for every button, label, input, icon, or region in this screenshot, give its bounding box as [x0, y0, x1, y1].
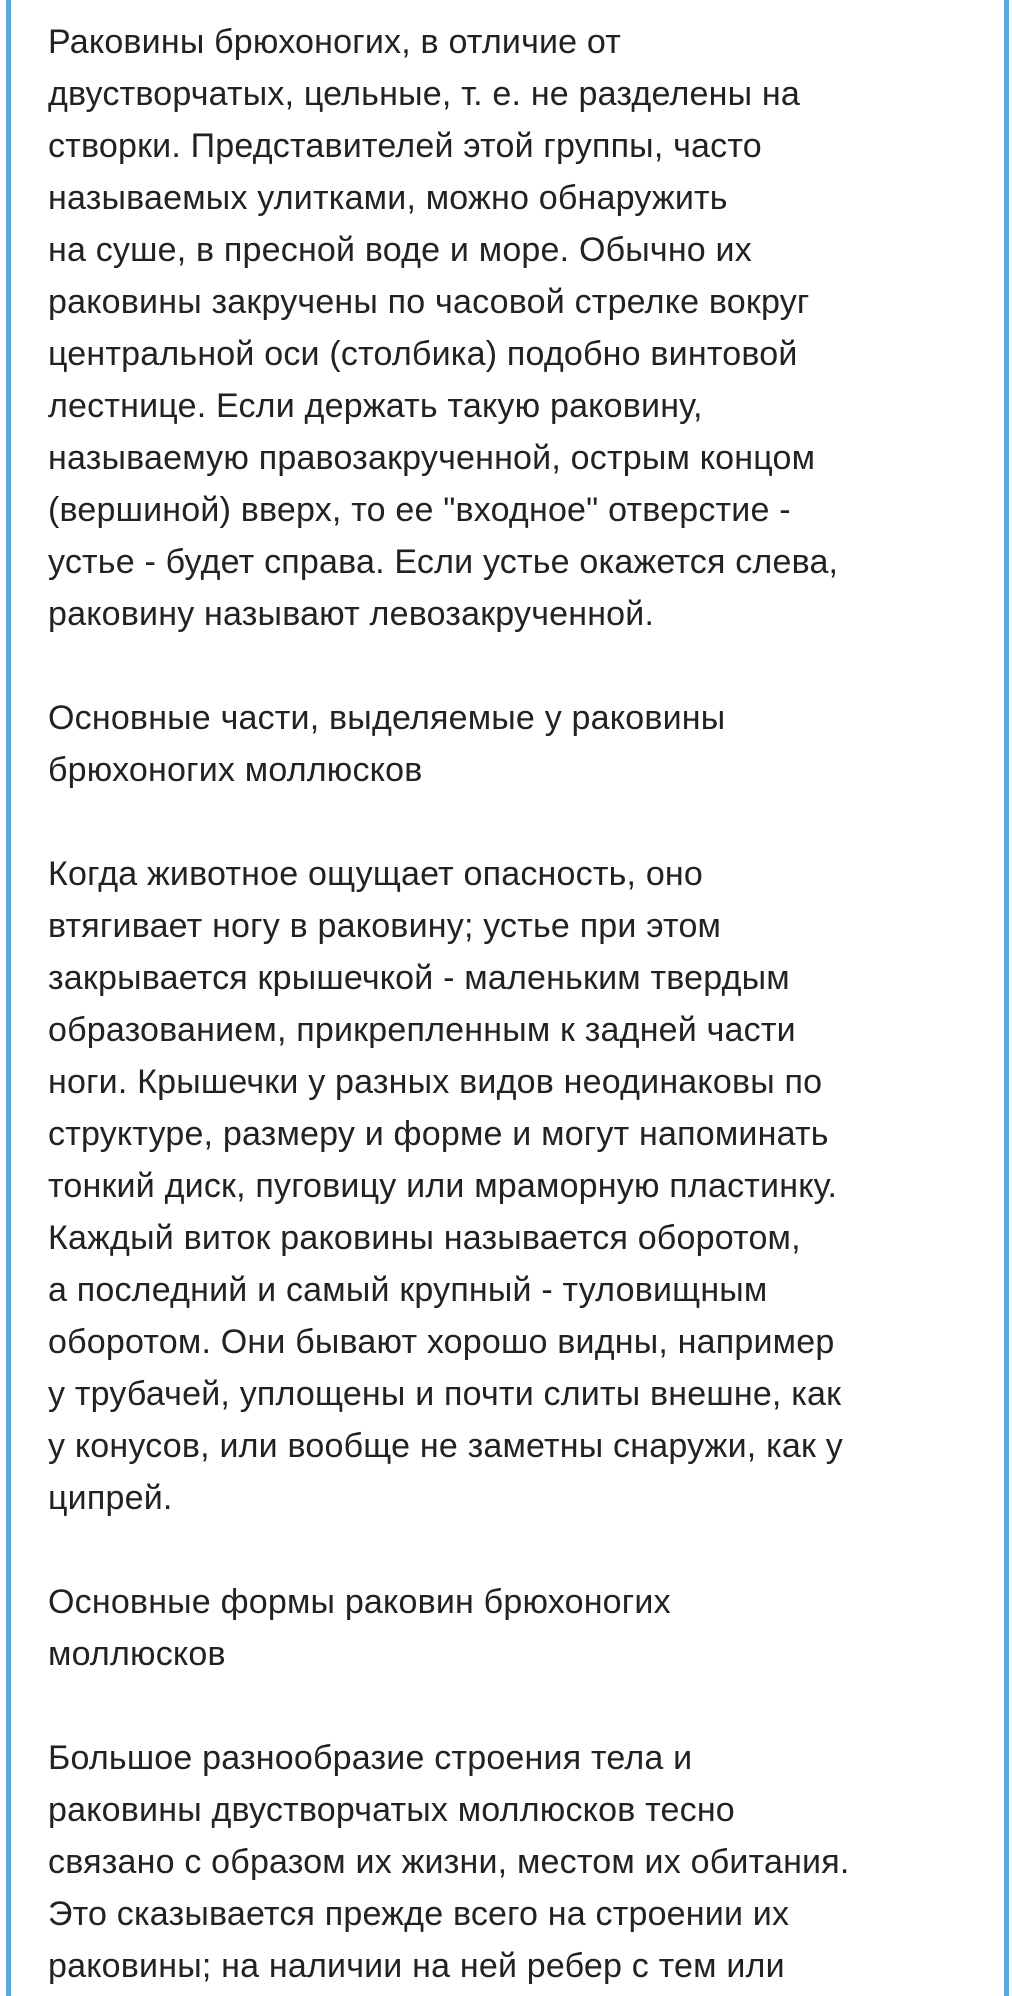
- paragraph-shell-structure: Раковины брюхоногих, в отличие от двустворчатых, цельные, т. е. не разделены на створки. Представителей этой группы, часто называемых улитками, можно обнаружить на суше, в пресной воде и море. Обычно их раковины закручены по часовой стрелке вокруг центральной оси (столбика) подобно винтовой лестнице. Если держать такую раковину, называемую правозакрученной, острым концом (вершиной) вверх, то ее "входное" отверстие - устье - будет справа. Если устье окажется слева, раковину называют левозакрученной.: [48, 23, 839, 633]
- left-border-rail: [6, 0, 11, 1996]
- article-body: [48, 16, 988, 1992]
- right-border-rail: [1004, 0, 1009, 1996]
- paragraph-bivalve-diversity: Большое разнообразие строения тела и раковины двустворчатых моллюсков тесно связано с образом их жизни, местом их обитания. Это сказывается прежде всего на строении их раковины; на наличии на ней ребер с тем или: [48, 1739, 850, 1985]
- heading-shell-forms: Основные формы раковин брюхоногих моллюсков: [48, 1583, 671, 1673]
- paragraph-operculum: Когда животное ощущает опасность, оно втягивает ногу в раковину; устье при этом закрывается крышечкой - маленьким твердым образованием, прикрепленным к задней части ноги. Крышечки у разных видов неодинаковы по структуре, размеру и форме и могут напоминать тонкий диск, пуговицу или мраморную пластинку. Каждый виток раковины называется оборотом, а последний и самый крупный - туловищным оборотом. Они бывают хорошо видны, например у трубачей, уплощены и почти слиты внешне, как у конусов, или вообще не заметны снаружи, как у ципрей.: [48, 855, 843, 1517]
- heading-shell-parts: Основные части, выделяемые у раковины брюхоногих моллюсков: [48, 699, 726, 789]
